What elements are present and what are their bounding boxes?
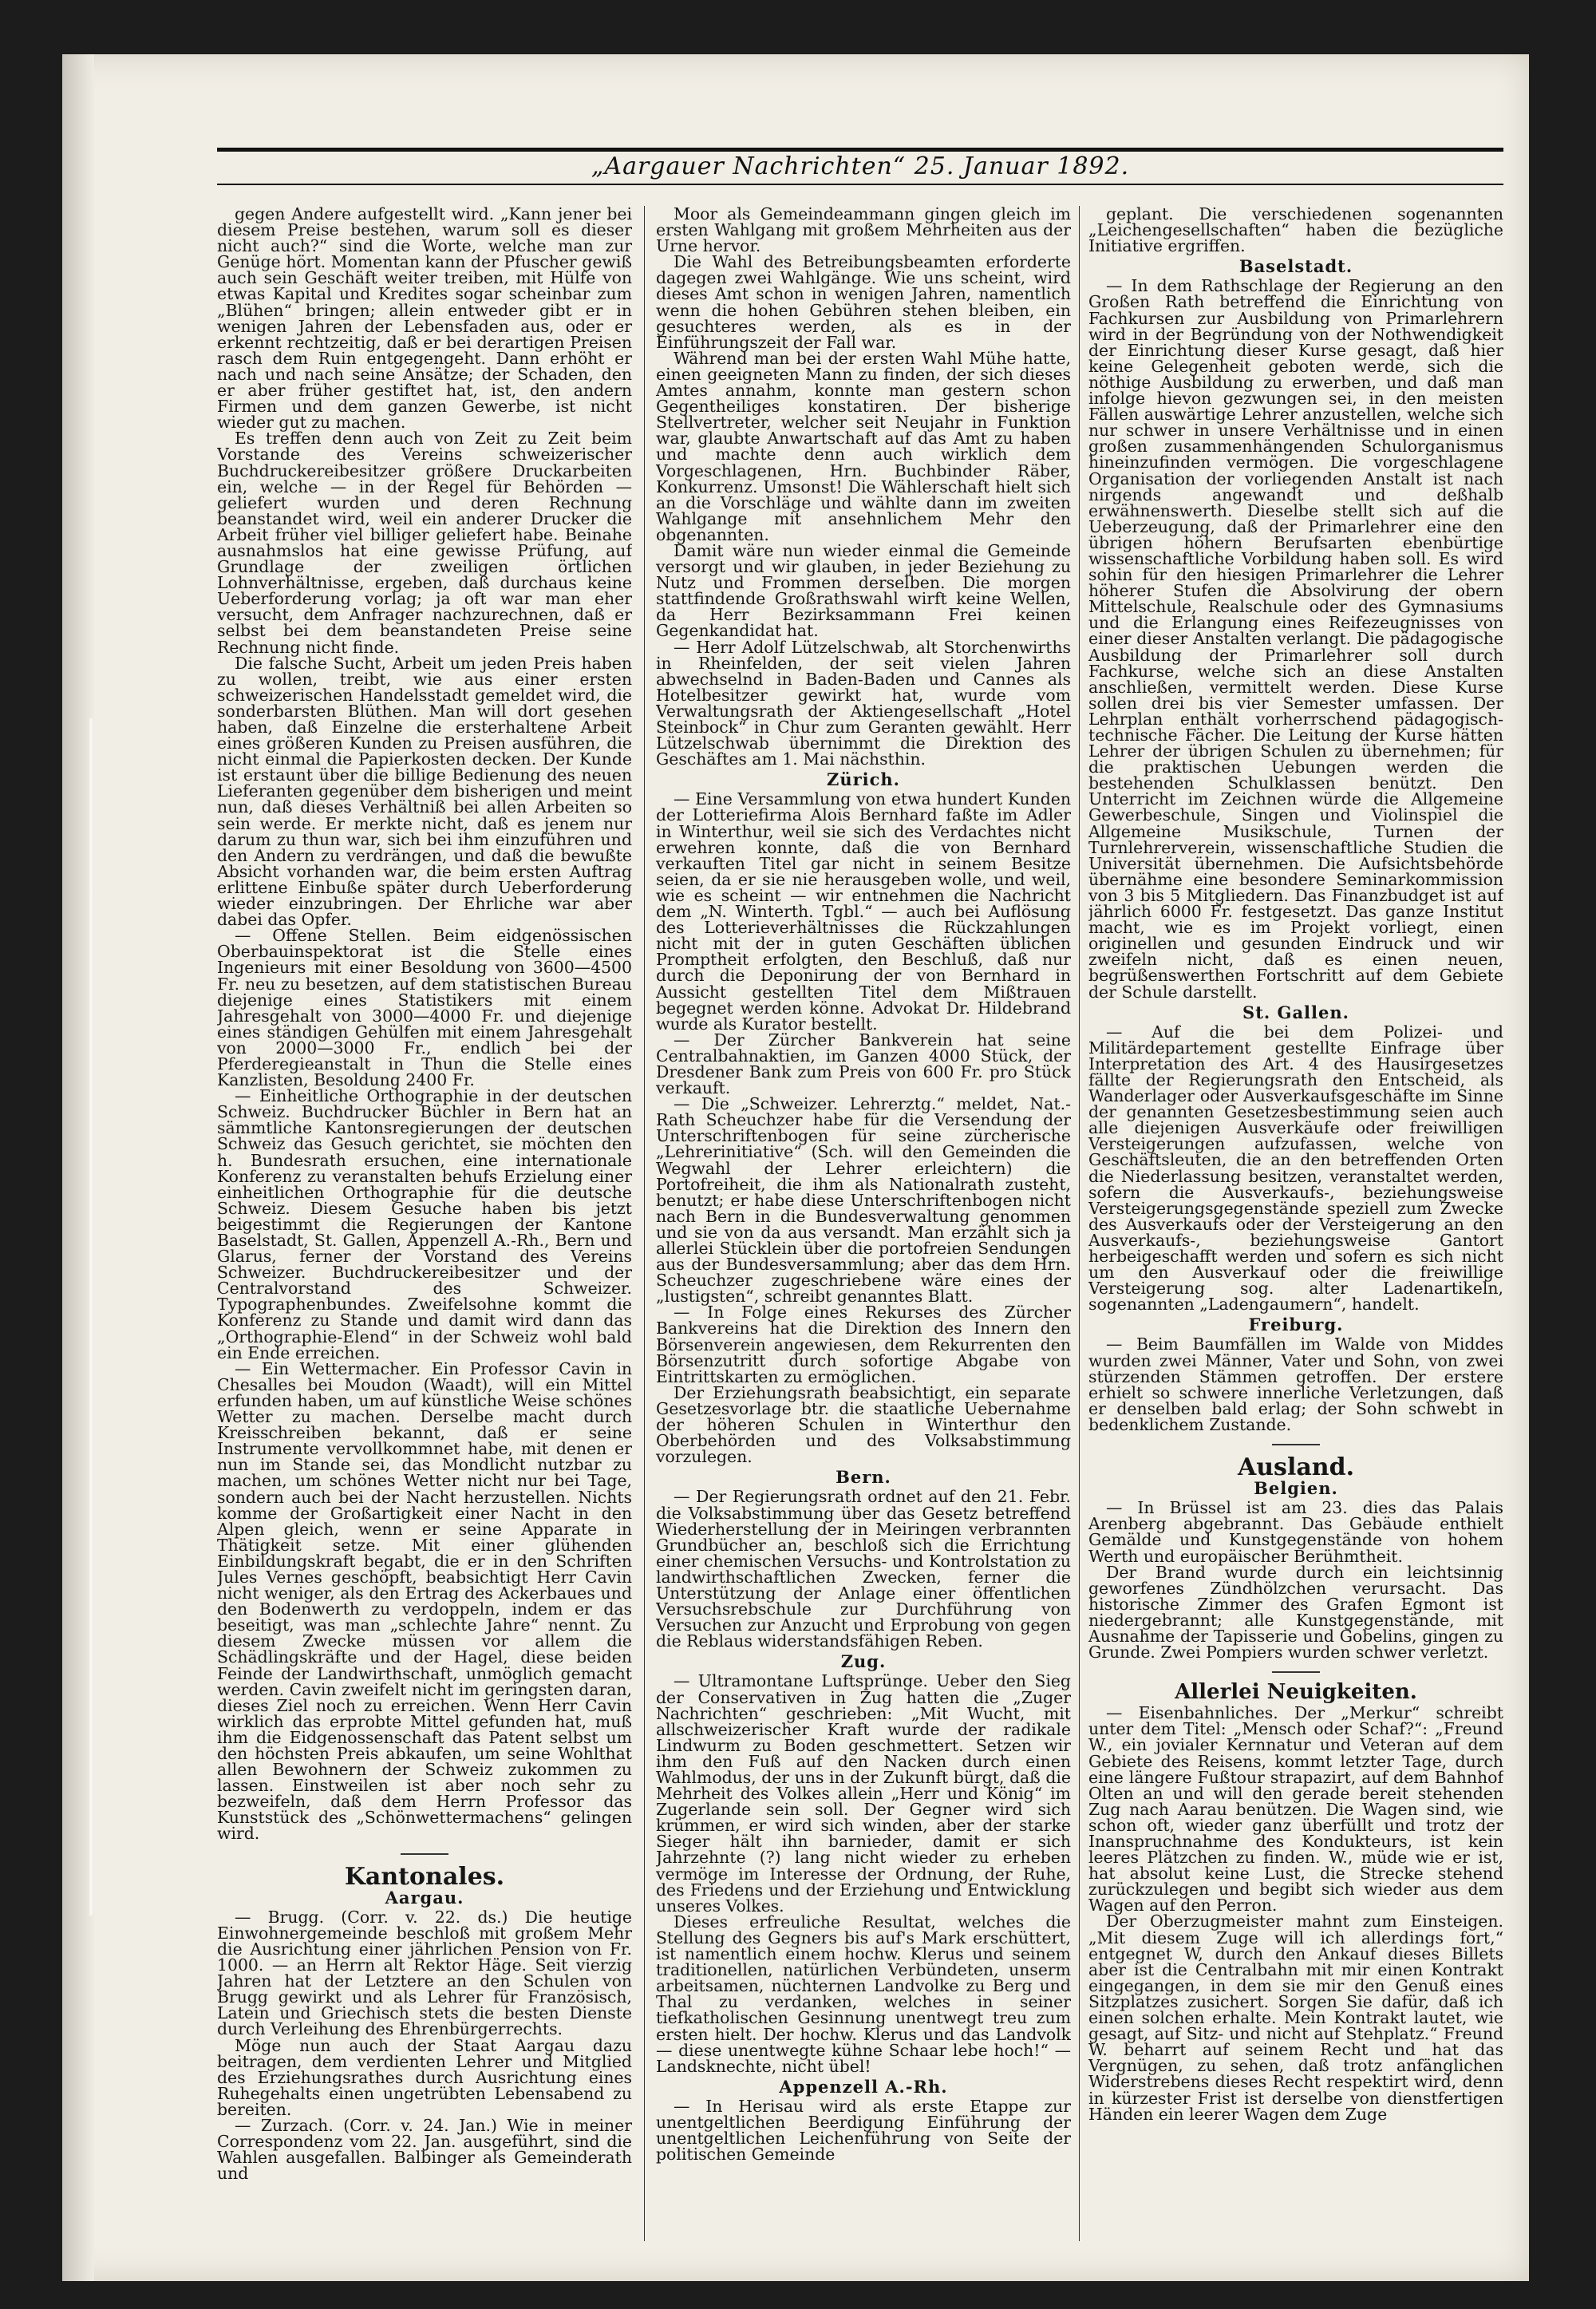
article-paragraph: — Eisenbahnliches. Der „Merkur“ schreibt unter dem Titel: „Mensch oder Schaf?“: „Freund W., ein jovialer Kernnatur und Veteran auf dem Gebiete des Reisens, kommt letzter Tage, durch eine längere Fußtour strapazirt, auf dem Bahnhof Olten an und will den gerade bereit stehenden Zug nach Aarau benützen. Die Wagen sind, wie schon oft, wieder ganz überfüllt und trotz der Inanspruchnahme des Kondukteurs, ist kein leeres Plätzchen zu finden. W., müde wie er ist, hat absolut keine Lust, die Strecke stehend zurückzulegen und begibt sich wieder aus dem Wagen auf den Perron.	[1088, 1703, 1503, 1916]
article-paragraph: — Einheitliche Orthographie in der deutschen Schweiz. Buchdrucker Büchler in Bern hat an sämmtliche Kantonsregierungen der deutschen Schweiz das Gesuch gerichtet, sie möchten den h. Bundesrath ersuchen, eine internationale Konferenz zu veranstalten behufs Erzielung einer einheitlichen Orthographie für die deutsche Schweiz. Diesem Gesuche haben bis jetzt beigestimmt die Regierungen der Kantone Baselstadt, St. Gallen, Appenzell A.-Rh., Bern und Glarus, ferner der Vorstand des Vereins Schweizer. Buchdruckereibesitzer und der Centralvorstand des Schweizer. Typographenbundes. Zweifelsohne kommt die Konferenz zu Stande und damit wird dann das „Orthographie-Elend“ in der Schweiz wohl bald ein Ende erreichen.	[217, 1086, 632, 1362]
article-paragraph: — In Brüssel ist am 23. dies das Palais Arenberg abgebrannt. Das Gebäude enthielt Gemälde und Kunstgegenstände von hohem Werth und europäischer Berühmtheit.	[1088, 1498, 1503, 1566]
section-heading: Allerlei Neuigkeiten.	[1175, 1680, 1417, 1705]
section-heading: Appenzell A.-Rh.	[779, 2076, 948, 2097]
section-heading: Zug.	[840, 1651, 887, 1672]
section-divider	[401, 1853, 448, 1855]
article-paragraph: — Auf die bei dem Polizei- und Militärdepartement gestellte Einfrage über Interpretation des Art. 4 des Hausirgesetzes fällte der Regierungsrath den Entscheid, als Wanderlager oder Ausverkaufsgeschäfte im Sinne der genannten Gesetzesbestimmung seien auch alle diejenigen Ausverkäufe oder freiwilligen Versteigerungen aufzufassen, welche von Geschäftsleuten, die an den betreffenden Orten die Niederlassung besitzen, veranstaltet werden, sofern die Ausverkaufs-, beziehungsweise Versteigerungsgegenstände speziell zum Zwecke des Ausverkaufs oder der Versteigerung an den Ausverkaufs-, beziehungsweise Gantort herbeigeschafft werden und sofern es sich nicht um den Ausverkauf oder die freiwillige Versteigerung sog. alter Ladenartikeln, sogenannten „Ladengaumern“, handelt.	[1088, 1022, 1503, 1315]
article-paragraph: Damit wäre nun wieder einmal die Gemeinde versorgt und wir glauben, in jeder Beziehung zu Nutz und Frommen derselben. Die morgen stattfindende Großrathswahl wirft keine Wellen, da Herr Bezirksammann Frei keinen Gegenkandidat hat.	[656, 540, 1071, 641]
article-paragraph: Während man bei der ersten Wahl Mühe hatte, einen geeigneten Mann zu finden, der sich dieses Amtes annahm, konnte man gestern schon Gegentheiliges konstatiren. Der bisherige Stellvertreter, welcher seit Neujahr in Funktion war, glaubte Anwartschaft auf das Amt zu haben und machte denn auch wirklich dem Vorgeschlagenen, Hrn. Buchbinder Räber, Konkurrenz. Umsonst! Die Wählerschaft hielt sich an die Vorschläge und wählte dann im zweiten Wahlgange mit ansehnlichem Mehr den obgenannten.	[656, 348, 1071, 544]
article-paragraph: Es treffen denn auch von Zeit zu Zeit beim Vorstande des Vereins schweizerischer Buchdruckereibesitzer größere Druckarbeiten ein, welche — in der Regel für Behörden — geliefert wurden und deren Rechnung beanstandet wird, weil ein anderer Drucker die Arbeit früher viel billiger geliefert habe. Beinahe ausnahmslos hat eine gewisse Prüfung, auf Grundlage der zweiligen örtlichen Lohnverhältnisse, ergeben, daß durchaus keine Ueberforderung vorlag; ja oft war man eher versucht, dem Anfrager nachzurechnen, daß er selbst bei dem beanstandeten Preise seine Rechnung nicht finde.	[217, 429, 632, 657]
article-paragraph: — Der Regierungsrath ordnet auf den 21. Febr. die Volksabstimmung über das Gesetz betreffend Wiederherstellung der in Meiringen verbrannten Grundbücher an, beschloß sich die Errichtung einer chemischen Versuchs- und Kontrolstation zu landwirthschaftlichen Zwecken, ferner die Unterstützung der Anlage einer öffentlichen Versuchsrebschule zur Durchführung von Versuchen zur Anzucht und Erprobung von gegen die Reblaus widerstandsfähigen Reben.	[656, 1487, 1071, 1651]
section-divider	[1272, 1671, 1320, 1673]
article-paragraph: — In Folge eines Rekurses des Zürcher Bankvereins hat die Direktion des Innern den Börsenverein angewiesen, dem Rekurrenten den Börsenzutritt durch sofortige Abgabe von Eintrittskarten zu ermöglichen.	[656, 1303, 1071, 1386]
section-divider	[1272, 1444, 1320, 1445]
column-3	[1088, 206, 1503, 2249]
article-paragraph: — In dem Rathschlage der Regierung an den Großen Rath betreffend die Einrichtung von Fachkursen zur Ausbildung von Primarlehrern wird in der Begründung von der Nothwendigkeit der Einrichtung dieser Kurse gesagt, daß hier keine Gelegenheit geboten werde, sich die nöthige Ausbildung zu erwerben, und daß man infolge hievon gezwungen sei, in den meisten Fällen auswärtige Lehrer anzustellen, welche sich nur schwer in unsere Verhältnisse und in einen großen zusammenhängenden Schulorganismus hineinzufinden vermögen. Die vorgeschlagene Organisation der vorliegenden Anstalt ist nach nirgends angewandt und deßhalb erwähnenswerth. Dieselbe stellt sich auf die Ueberzeugung, daß der Primarlehrer eine den übrigen höhern Berufsarten ebenbürtige wissenschaftliche Vorbildung haben soll. Es wird sohin für den hiesigen Primarlehrer die Lehrer höherer Stufen die Absolvirung der obern Mittelschule, Realschule oder des Gymnasiums und die Erlangung eines Reifezeugnisses von einer dieser Anstalten verlangt. Die pädagogische Ausbildung der Primarlehrer soll durch Fachkurse, welche sich an diese Anstalten anschließen, vermittelt werden. Diese Kurse sollen drei bis vier Semester umfassen. Der Lehrplan enthält vorherrschend pädagogisch-technische Fächer. Die Leitung der Kurse hätten Lehrer der übrigen Schulen zu übernehmen; für die praktischen Uebungen werden die bestehenden Schulklassen benützt. Den Unterricht im Zeichnen würde die Allgemeine Gewerbeschule, Singen und Violinspiel die Allgemeine Musikschule, Turnen der Turnlehrerverein, wissenschaftliche Studien die Universität übernehmen. Die Aufsichtsbehörde übernähme eine besondere Seminarkommission von 3 bis 5 Mitgliedern. Das Finanzbudget ist auf jährlich 6000 Fr. festgesetzt. Das ganze Institut macht, wie es im Projekt vorliegt, einen originellen und gesunden Eindruck und wir zweifeln nicht, daß es einen neuen, begrüßenswerthen Fortschritt auf dem Gebiete der Schule darstellt.	[1088, 276, 1503, 1002]
article-paragraph: — Offene Stellen. Beim eidgenössischen Oberbauinspektorat ist die Stelle eines Ingenieurs mit einer Besoldung von 3600—4500 Fr. neu zu besetzen, auf dem statistischen Bureau diejenige eines Statistikers mit einem Jahresgehalt von 3000—4000 Fr. und diejenige eines ständigen Gehülfen mit einem Jahresgehalt von 2000—3000 Fr., endlich bei der Pferderegieanstalt in Thun die Stelle eines Kanzlisten, Besoldung 2400 Fr.	[217, 926, 632, 1090]
section-heading: Kantonales.	[344, 1862, 505, 1891]
article-paragraph: — Brugg. (Corr. v. 22. ds.) Die heutige Einwohnergemeinde beschloß mit großem Mehr die Ausrichtung einer jährlichen Pension von Fr. 1000. — an Herrn alt Rektor Häge. Seit vierzig Jahren hat der Letztere an den Schulen von Brugg gewirkt und als Lehrer für Französisch, Latein und Griechisch stets die besten Dienste durch Verleihung des Ehrenbürgerrechts.	[217, 1907, 632, 2039]
article-paragraph: Dieses erfreuliche Resultat, welches die Stellung des Gegners bis auf's Mark erschüttert, ist namentlich einem hochw. Klerus und seinem traditionellen, natürlichen Verbündeten, unserm arbeitsamen, nüchternen Landvolke zu Berg und Thal zu verdanken, welches in seiner tiefkatholischen Gesinnung unentwegt treu zum ersten hielt. Der hochw. Klerus und das Landvolk — diese unentwegte kühne Schaar lebe hoch!“ — Landsknechte, nicht übel!	[656, 1912, 1071, 2076]
section-heading: Bern.	[836, 1467, 891, 1488]
section-heading: Belgien.	[1254, 1478, 1338, 1499]
column-divider-2	[1079, 206, 1080, 2241]
article-paragraph: — In Herisau wird als erste Etappe zur unentgeltlichen Beerdigung Einführung der unentgeltlichen Leichenführung von Seite der politischen Gemeinde	[656, 2096, 1071, 2165]
article-paragraph: — Der Zürcher Bankverein hat seine Centralbahnaktien, im Ganzen 4000 Stück, der Dresdener Bank zum Preis von 600 Fr. pro Stück verkauft.	[656, 1030, 1071, 1098]
section-heading: Ausland.	[1237, 1453, 1355, 1482]
article-paragraph: gegen Andere aufgestellt wird. „Kann jener bei diesem Preise bestehen, warum soll es dieser nicht auch?“ sind die Worte, welche man zur Genüge hört. Momentan kann der Pfuscher gewiß auch sein Geschäft weiter treiben, mit Hülfe von etwas Kapital und Kredites sogar scheinbar zum „Blühen“ bringen; allein entweder gibt er in wenigen Jahren der Lebensfaden aus, oder er erkennt rechtzeitig, daß er bei derartigen Preisen rasch dem Ruin entgegengeht. Dann erhöht er nach und nach seine Ansätze; der Schaden, den er aber früher gestiftet hat, ist, den andern Firmen und dem ganzen Gewerbe, ist nicht wieder gut zu machen.	[217, 206, 632, 433]
column-divider-1	[644, 206, 645, 2241]
header-rule-bottom	[217, 184, 1503, 185]
column-2	[656, 206, 1071, 2249]
section-heading: Baselstadt.	[1238, 256, 1353, 277]
section-heading: Zürich.	[826, 769, 900, 790]
article-paragraph: Der Erziehungsrath beabsichtigt, ein separate Gesetzesvorlage btr. die staatliche Uebernahme der höheren Schulen in Winterthur den Oberbehörden und des Volksabstimmung vorzulegen.	[656, 1382, 1071, 1467]
article-paragraph: geplant. Die verschiedenen sogenannten „Leichengesellschaften“ haben die bezügliche Initiative ergriffen.	[1088, 206, 1503, 256]
article-paragraph: — Die „Schweizer. Lehrerztg.“ meldet, Nat.-Rath Scheuchzer habe für die Versendung der Unterschriftenbogen für seine zürcherische „Lehrerinitiative“ (Sch. will den Gemeinden die Wegwahl der Lehrer erleichtern) die Portofreiheit, die ihm als Nationalrath zusteht, benutzt; er habe diese Unterschriftenbogen nicht nach Bern in die Bundesverwaltung genommen und sie von da aus versandt. Man erzählt sich ja allerlei Stücklein über die portofreien Sendungen aus der Bundesversammlung; aber das dem Hrn. Scheuchzer zugeschriebene wäre eines der „lustigsten“, schreibt genanntes Blatt.	[656, 1094, 1071, 1307]
article-paragraph: — Ein Wettermacher. Ein Professor Cavin in Chesalles bei Moudon (Waadt), will ein Mittel erfunden haben, um auf künstliche Weise schönes Wetter zu machen. Derselbe macht durch Kreisschreiben bekannt, daß er seine Instrumente vervollkommnet habe, mit denen er nun im Stande sei, das Mondlicht nutzbar zu machen, um schönes Wetter nicht nur bei Tage, sondern auch bei der Nacht herzustellen. Nichts komme der Großartigkeit einer Nacht in den Alpen gleich, wenn er seine Apparate in Thätigkeit setze. Mit einer glühenden Einbildungskraft begabt, die er in den Schriften Jules Vernes geschöpft, beabsichtigt Herr Cavin nicht weniger, als den Ertrag des Ackerbaues und den Bodenwerth zu verdoppeln, indem er das beseitigt, was man „schlechte Jahre“ nennt. Zu diesem Zwecke müssen vor allem die Schädlingskräfte und der Hagel, diese beiden Feinde der Landwirthschaft, unmöglich gemacht werden. Cavin zweifelt nicht im geringsten daran, dieses Ziel noch zu erreichen. Wenn Herr Cavin wirklich das erprobte Mittel gefunden hat, muß ihm die Eidgenossenschaft das Patent selbst um den höchsten Preis abkaufen, um seine Wohlthat allen Bewohnern der Schweiz zukommen zu lassen. Einstweilen ist aber noch sehr zu bezweifeln, daß dem Herrn Professor das Kunststück des „Schönwettermachens“ gelingen wird.	[217, 1358, 632, 1844]
article-paragraph: Der Oberzugmeister mahnt zum Einsteigen. „Mit diesem Zuge will ich allerdings fort,“ entgegnet W, durch den Ankauf dieses Billets aber ist die Centralbahn mit mir einen Kontrakt eingegangen, in dem sie mir den Genuß eines Sitzplatzes zusichert. Sorgen Sie dafür, daß ich einen solchen erhalte. Mein Kontrakt lautet, wie gesagt, auf Sitz- und nicht auf Stehplatz.“ Freund W. beharrt auf seinem Recht und hat das Vergnügen, zu sehen, daß trotz anfänglichen Widerstrebens dieses Recht respektirt wird, denn in kürzester Frist ist derselbe von dienstfertigen Händen ein leerer Wagen dem Zuge	[1088, 1912, 1503, 2124]
article-paragraph: Moor als Gemeindeammann gingen gleich im ersten Wahlgang mit großem Mehrheiten aus der Urne hervor.	[656, 206, 1071, 256]
article-paragraph: — Eine Versammlung von etwa hundert Kunden der Lotteriefirma Alois Bernhard faßte im Adler in Winterthur, weil sie sich des Verdachtes nicht erwehren konnte, daß die von Bernhard verkauften Titel gar nicht in seinem Besitze seien, da er sie nie herausgeben wolle, und weil, wie es scheint — wir entnehmen die Nachricht dem „N. Winterth. Tgbl.“ — auch bei Auflösung des Lotterieverhältnisses die Rückzahlungen nicht mit der in guten Geschäften üblichen Promptheit erfolgten, den Beschluß, daß nur durch die Deponirung der von Bernhard in Aussicht gestellten Titel dem Mißtrauen begegnet werden könne. Advokat Dr. Hildebrand wurde als Kurator bestellt.	[656, 789, 1071, 1034]
article-paragraph: — Beim Baumfällen im Walde von Middes wurden zwei Männer, Vater und Sohn, von zwei stürzenden Stämmen getroffen. Der erstere erhielt so schwere innerliche Verletzungen, daß er denselben bald erlag; der Sohn schwebt in bedenklichem Zustande.	[1088, 1334, 1503, 1434]
masthead: „Aargauer Nachrichten“ 25. Januar 1892.	[591, 152, 1130, 180]
article-paragraph: Die falsche Sucht, Arbeit um jeden Preis haben zu wollen, treibt, wie aus einer ersten schweizerischen Handelsstadt gemeldet wird, die sonderbarsten Blüthen. Man will dort gesehen haben, daß Einzelne die ersterhaltene Arbeit eines größeren Kunden zu Preisen ausführen, die nicht einmal die Papierkosten decken. Der Kunde ist erstaunt über die billige Bedienung des neuen Lieferanten gegenüber dem bisherigen und meint nun, daß dieses Verhältniß bei allen Arbeiten so sein werde. Er merkte nicht, daß es jenem nur darum zu thun war, sich bei ihm einzuführen und den Andern zu verdrängen, und daß die bewußte Absicht vorhanden war, die beim ersten Auftrag erlittene Einbuße später durch Ueberforderung wieder einzubringen. Der Ehrliche war aber dabei das Opfer.	[217, 653, 632, 930]
section-heading: St. Gallen.	[1242, 1002, 1349, 1022]
article-paragraph: Die Wahl des Betreibungsbeamten erforderte dagegen zwei Wahlgänge. Wie uns scheint, wird dieses Amt schon in wenigen Jahren, namentlich wenn die hohen Gebühren stehen bleiben, ein gesuchteres werden, als es in der Einführungszeit der Fall war.	[656, 252, 1071, 352]
section-heading: Aargau.	[385, 1887, 464, 1908]
article-paragraph: Möge nun auch der Staat Aargau dazu beitragen, dem verdienten Lehrer und Mitglied des Erziehungsrathes durch Ausrichtung eines Ruhegehalts einen ungetrübten Lebensabend zu bereiten.	[217, 2035, 632, 2119]
article-paragraph: Der Brand wurde durch ein leichtsinnig geworfenes Zündhölzchen verursacht. Das historische Zimmer des Grafen Egmont ist niedergebrannt; alle Kunstgegenstände, mit Ausnahme der Tapisserie und Gobelins, gingen zu Grunde. Zwei Pompiers wurden schwer verletzt.	[1088, 1562, 1503, 1663]
article-paragraph: — Herr Adolf Lützelschwab, alt Storchenwirths in Rheinfelden, der seit vielen Jahren abwechselnd in Baden-Baden und Cannes als Hotelbesitzer gewirkt hat, wurde vom Verwaltungsrath der Aktiengesellschaft „Hotel Steinbock“ in Chur zum Geranten gewählt. Herr Lützelschwab übernimmt die Direktion des Geschäftes am 1. Mai nächsthin.	[656, 637, 1071, 769]
margin-highlight	[89, 718, 93, 1916]
article-paragraph: — Zurzach. (Corr. v. 24. Jan.) Wie in meiner Correspondenz vom 22. Jan. ausgeführt, sind die Wahlen ausgefallen. Balbinger als Gemeinderath und	[217, 2115, 632, 2184]
section-heading: Freiburg.	[1248, 1315, 1344, 1335]
article-paragraph: — Ultramontane Luftsprünge. Ueber den Sieg der Conservativen in Zug hatten die „Zuger Nachrichten“ geschrieben: „Mit Wucht, mit allschweizerischer Kraft wurde der radikale Lindwurm zu Boden geschmettert. Setzen wir ihm den Fuß auf den Nacken durch einen Wahlmodus, der uns in der Zukunft bürgt, daß die Mehrheit des Volkes allein „Herr und König“ im Zugerlande sein soll. Der Gegner wird sich krümmen, er wird sich winden, aber der starke Sieger hält ihn barnieder, damit er sich Jahrzehnte (?) lang nicht wieder zu erheben vermöge im Interesse der Ordnung, der Ruhe, des Friedens und der Erziehung und Entwicklung unseres Volkes.	[656, 1671, 1071, 1916]
column-1	[217, 206, 632, 2249]
